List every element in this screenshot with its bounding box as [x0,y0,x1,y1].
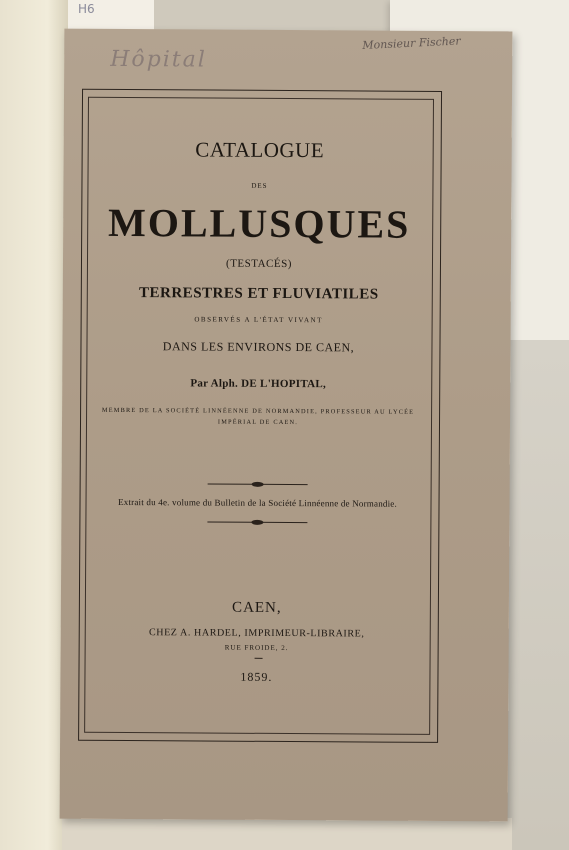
title-des: DES [251,181,268,190]
background-shadow [505,340,569,850]
pencil-annotation-right: Monsieur Fischer [362,34,461,53]
imprint-year: 1859. [240,669,273,684]
title-mollusques: MOLLUSQUES [107,199,411,247]
author-affiliation: MEMBRE DE LA SOCIÉTÉ LINNÉENNE DE NORMANDIE, PROFESSEUR AU LYCÉE IMPÉRIAL DE CAEN. [101,406,415,427]
subtitle-dans: DANS LES ENVIRONS DE CAEN, [162,339,355,355]
note-label: H6 [78,2,95,16]
title-catalogue: CATALOGUE [195,137,325,163]
bottom-paper-strip [62,818,512,850]
imprint-city: CAEN, [232,599,282,616]
subtitle-observes: OBSERVÉS A L'ÉTAT VIVANT [194,315,323,325]
imprint-street: RUE FROIDE, 2. [224,643,289,653]
author-line: Par Alph. DE L'HOPITAL, [190,377,327,391]
imprint-dash [255,658,263,659]
ornament-divider-top [208,482,308,489]
subtitle-terrestres: TERRESTRES ET FLUVIATILES [138,285,379,303]
imprint-publisher: CHEZ A. HARDEL, IMPRIMEUR-LIBRAIRE, [148,627,365,640]
book-cover [60,29,513,822]
subtitle-testaces: (TESTACÉS) [226,257,292,271]
pencil-annotation-left: Hôpital [110,46,207,73]
ornament-divider-bottom [207,520,307,527]
left-page-edge [0,0,68,850]
extrait-note: Extrait du 4e. volume du Bulletin de la Société Linnéenne de Normandie. [118,496,397,509]
